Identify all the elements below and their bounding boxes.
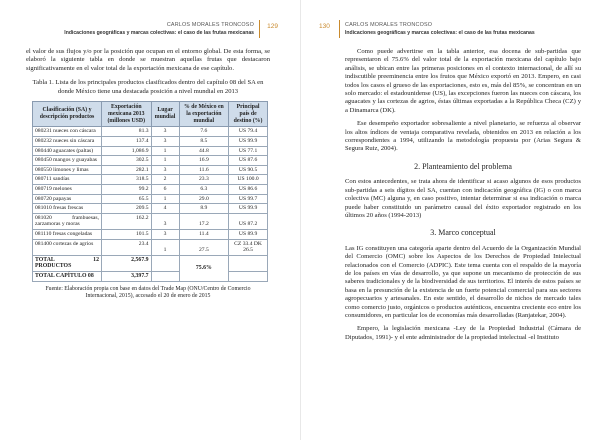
cell-world-rank: 1 [151, 194, 179, 204]
cell-destination: US 86.6 [229, 184, 268, 194]
cell-world-rank: 4 [151, 204, 179, 214]
cell-world-share: 16.9 [179, 156, 229, 166]
cell-classification: 081010 fresas frescas [33, 204, 102, 214]
cell-classification: 080232 nueces sin cáscara [33, 137, 102, 147]
table-row [33, 137, 268, 147]
cell-world-share: 27.5 [179, 239, 229, 255]
table-row [33, 239, 268, 255]
cell-export-value: 81.3 [101, 127, 151, 137]
table-source-note: Fuente: Elaboración propia con base en datos del Trade Map (ONU/Centro de Comercio Internacional, 2015), accesado el 20 de enero de 2015 [45, 285, 251, 299]
total-products-label: TOTAL 12 PRODUCTOS [33, 255, 102, 271]
cell-destination: US 77.1 [229, 146, 268, 156]
cell-export-value: 1,086.9 [101, 146, 151, 156]
cell-world-rank: 6 [151, 184, 179, 194]
cell-classification: 080231 nueces con cáscara [33, 127, 102, 137]
share-of-chapter: 75.6% [179, 255, 229, 281]
cell-destination: US 99.7 [229, 194, 268, 204]
cell-world-share: 6.3 [179, 184, 229, 194]
cell-classification: 081020 frambuesas, zarzamoras y moras [33, 213, 102, 229]
cell-destination: US 87.2 [229, 213, 268, 229]
cell-world-rank: 1 [151, 239, 179, 255]
cell-world-rank: 3 [151, 127, 179, 137]
table-row [33, 204, 268, 214]
left-body [26, 48, 270, 300]
cell-world-rank: 3 [151, 213, 179, 229]
table-header-row [33, 102, 268, 127]
right-paragraph-5: Empero, la legislación mexicana -Ley de la Propiedad Industrial (Cámara de Diputados, 1991)- y el ente administrador de la propiedad intelectual -el Instituto [345, 325, 581, 341]
table-row-total-chapter [33, 271, 268, 281]
cell-classification: 080550 limones y limas [33, 165, 102, 175]
cell-destination: CZ 33.4 DK 26.5 [229, 239, 268, 255]
left-header-rule [259, 20, 260, 38]
section-2-title: 2. Planteamiento del problema [414, 161, 512, 171]
cell-destination: US 89.9 [229, 229, 268, 239]
col-header-classification: Clasificación (SA) y descripción productos [33, 102, 102, 127]
left-header-author: CARLOS MORALES TRONCOSO [166, 22, 254, 28]
total-chapter-value: 3,397.7 [101, 271, 151, 281]
table-row [33, 156, 268, 166]
table-row [33, 146, 268, 156]
cell-export-value: 282.1 [101, 165, 151, 175]
table-row [33, 194, 268, 204]
cell-world-share: 23.3 [179, 175, 229, 185]
total-chapter-empty-dest [229, 271, 268, 281]
cell-destination: US 79.4 [229, 127, 268, 137]
cell-export-value: 101.5 [101, 229, 151, 239]
left-header-subtitle: Indicaciones geográficas y marcas colectivas: el caso de las frutas mexicanas [64, 30, 254, 36]
table-row [33, 165, 268, 175]
col-header-destination: Principal país de destino (%) [229, 102, 268, 127]
cell-world-rank: 3 [151, 137, 179, 147]
right-paragraph-2: Ese desempeño exportador sobresaliente a nivel planetario, se refuerza al observar los altos índices de ventaja comparativa revelada, obtenidos en 2013 en relación a los correspondientes a 1994, utilizando la metodología propuesta por (Arias Segura & Segura Ruiz, 2004). [345, 120, 581, 153]
cell-destination: US 87.6 [229, 156, 268, 166]
cell-world-rank: 3 [151, 165, 179, 175]
cell-export-value: 137.4 [101, 137, 151, 147]
table-caption: Tabla 1. Lista de los principales productos clasificados dentro del capítulo 08 del SA en donde México tiene una destacada posición a nivel mundial en 2013 [32, 79, 264, 95]
left-page-number: 129 [267, 23, 278, 30]
cell-export-value: 23.4 [101, 239, 151, 255]
total-products-empty-dest [229, 255, 268, 271]
right-header-rule [339, 20, 340, 38]
cell-export-value: 302.5 [101, 156, 151, 166]
cell-classification: 080719 melones [33, 184, 102, 194]
right-body [345, 48, 581, 347]
col-header-world-share: % de México en la exportación mundial [179, 102, 229, 127]
cell-world-share: 8.9 [179, 204, 229, 214]
cell-world-rank: 1 [151, 156, 179, 166]
cell-world-share: 11.6 [179, 165, 229, 175]
right-header-subtitle: Indicaciones geográficas y marcas colectivas: el caso de las frutas mexicanas [345, 30, 535, 36]
cell-destination: US 90.5 [229, 165, 268, 175]
cell-destination: US 99.9 [229, 204, 268, 214]
cell-world-rank: 3 [151, 229, 179, 239]
total-chapter-empty-rank [151, 271, 179, 281]
cell-export-value: 209.5 [101, 204, 151, 214]
left-intro-paragraph: el valor de sus flujos y/o por la posición que ocupan en el entorno global. De esta forma, se elaboró la siguiente tabla en donde se muestran aquellas frutas que destacaron significativamente en el valor total de la exportación mexicana de ese capítulo. [26, 48, 270, 72]
exports-table [32, 101, 268, 281]
right-paragraph-1: Como puede advertirse en la tabla anterior, esa docena de sub-partidas que representaron el 75.6% del valor total de la exportación mexicana del capítulo bajo análisis, se ubican entre las primeras posiciones en el contexto internacional, de allí su indiscutible preeminencia entre los frutos que México exportó en 2013. Empero, en casi todos los casos el grueso de las exportaciones, esto es, más del 85%, se concentran en un solo mercado: el estadounidense (US), las excepciones fueron las nueces con cáscara, los aguacates y las cortezas de agrios, éstas últimas exportadas a la República Checa (CZ) y a Dinamarca (DK). [345, 48, 581, 114]
cell-export-value: 318.5 [101, 175, 151, 185]
table-row-total-products [33, 255, 268, 271]
right-running-header [345, 22, 535, 42]
cell-export-value: 162.2 [101, 213, 151, 229]
cell-destination: US 100.0 [229, 175, 268, 185]
total-chapter-label: TOTAL CAPÍTULO 08 [33, 271, 102, 281]
table-row [33, 175, 268, 185]
col-header-world-rank: Lugar mundial [151, 102, 179, 127]
total-products-empty-rank [151, 255, 179, 271]
cell-world-rank: 2 [151, 175, 179, 185]
right-page-number: 130 [319, 23, 330, 30]
table-row [33, 127, 268, 137]
cell-world-share: 44.8 [179, 146, 229, 156]
cell-destination: US 99.9 [229, 137, 268, 147]
cell-classification: 081400 cortezas de agrios [33, 239, 102, 255]
table-row [33, 184, 268, 194]
col-header-export-value: Exportación mexicana 2013 (millones USD) [101, 102, 151, 127]
cell-classification: 080711 sandías [33, 175, 102, 185]
cell-world-share: 17.2 [179, 213, 229, 229]
right-page [300, 0, 600, 440]
cell-world-share: 7.6 [179, 127, 229, 137]
table-row [33, 229, 268, 239]
table-row [33, 213, 268, 229]
right-header-author: CARLOS MORALES TRONCOSO [345, 22, 433, 28]
cell-classification: 080440 aguacates (paltas) [33, 146, 102, 156]
right-paragraph-4: Las IG constituyen una categoría aparte dentro del Acuerdo de la Organización Mundial del Comercio (OMC) sobre los Aspectos de los Derechos de Propiedad Intelectual relacionados con el Comercio (ADPIC). Este tema cuenta con el respaldo de la mayoría de los países en vías de desarrollo, ya que supone un mecanismo de protección de sus saberes tradicionales y de la biodiversidad de sus territorios. El interés de estos países se basa en la presunción de la existencia de un fuerte potencial comercial para sus sectores agropecuarios y artesanales. En este sentido, el desarrollo de nichos de mercado tales como comercio justo, orgánicos o productos auténticos, encuentra creciente eco entre los consumidores, en particular los de economías más desarrolladas (Ranjatekar, 2004). [345, 244, 581, 319]
cell-world-rank: 1 [151, 146, 179, 156]
cell-classification: 080720 papayas [33, 194, 102, 204]
cell-world-share: 29.0 [179, 194, 229, 204]
cell-world-share: 11.4 [179, 229, 229, 239]
left-running-header [64, 22, 254, 42]
right-paragraph-3: Con estos antecedentes, se trata ahora de identificar si acaso algunos de esos productos sub-partidas a seis dígitos del SA, cuentan con indicación geográfica (IG) o con marca colectiva (MC) alguna y, en caso positivo, intentar determinar si esa indicación o marca puede haber constituido un parámetro causal del éxito exportador registrado en los últimos 20 años (1994-2013) [345, 178, 581, 219]
cell-classification: 081110 fresas congeladas [33, 229, 102, 239]
cell-world-share: 8.5 [179, 137, 229, 147]
cell-classification: 080450 mangos y guayabas [33, 156, 102, 166]
cell-export-value: 65.5 [101, 194, 151, 204]
cell-export-value: 99.2 [101, 184, 151, 194]
section-3-title: 3. Marco conceptual [430, 228, 496, 238]
total-products-value: 2,567.9 [101, 255, 151, 271]
